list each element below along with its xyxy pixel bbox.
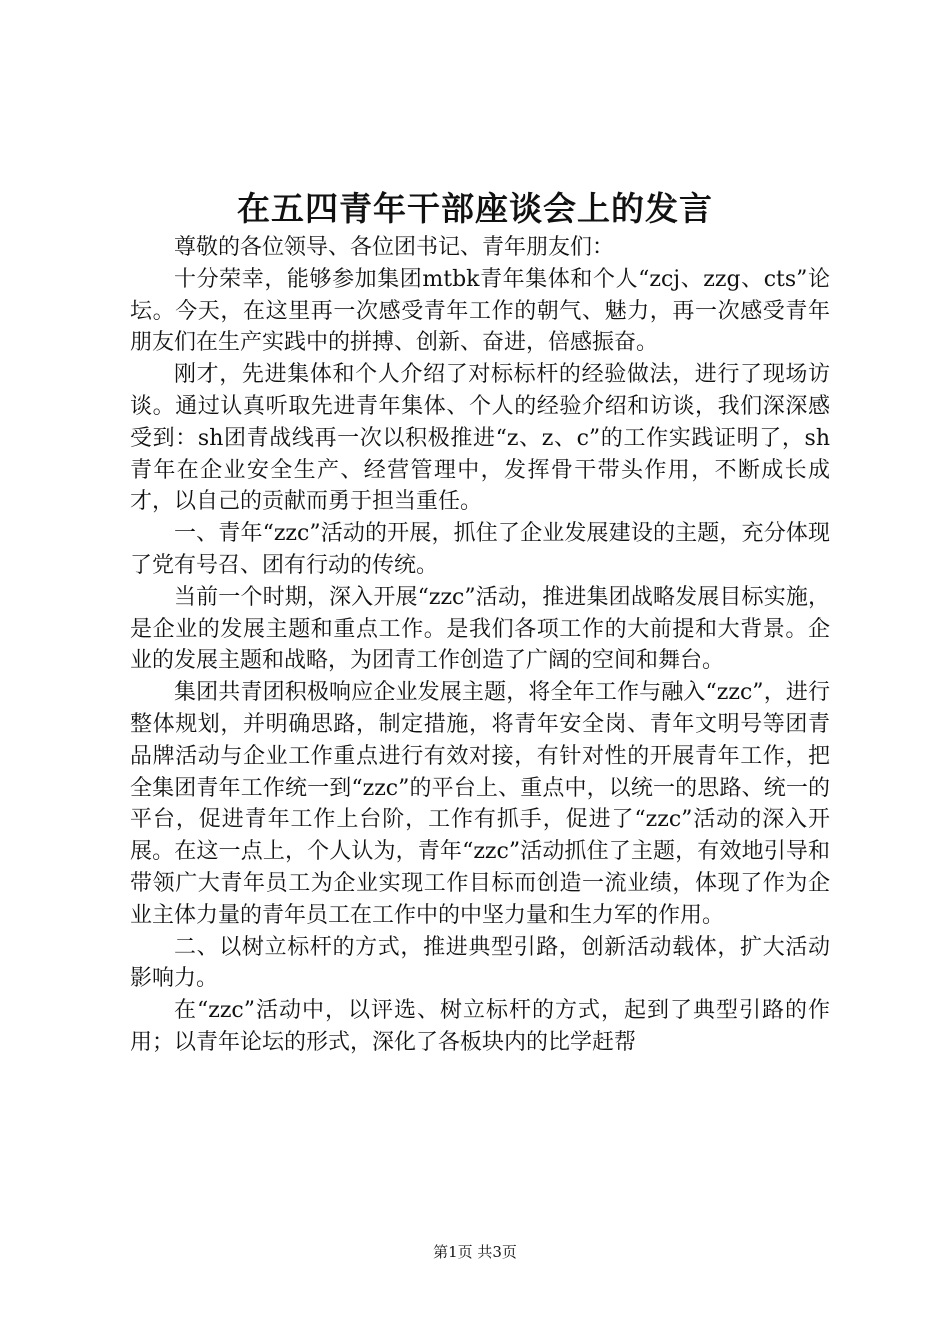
body-paragraph: 当前一个时期，深入开展“zzc”活动，推进集团战略发展目标实施，是企业的发展主题和重点工作。是我们各项工作的大前提和大背景。企业的发展主题和战略，为团青工作创造了广阔的空间和舞台。 (130, 584, 830, 674)
document-body (130, 232, 830, 1059)
page-number-footer: 第1页 共3页 (433, 1243, 517, 1261)
body-paragraph: 在“zzc”活动中，以评选、树立标杆的方式，起到了典型引路的作用；以青年论坛的形式，深化了各板块内的比学赶帮 (130, 998, 830, 1055)
section-heading-paragraph: 二、以树立标杆的方式，推进典型引路，创新活动载体，扩大活动影响力。 (130, 934, 830, 992)
body-paragraph: 刚才，先进集体和个人介绍了对标标杆的经验做法，进行了现场访谈。通过认真听取先进青年集体、个人的经验介绍和访谈，我们深深感受到：sh团青战线再一次以积极推进“z、z、c”的工作实践证明了，sh青年在企业安全生产、经营管理中，发挥骨干带头作用，不断成长成才，以自己的贡献而勇于担当重任。 (130, 362, 830, 515)
salutation-paragraph: 尊敬的各位领导、各位团书记、青年朋友们： (174, 235, 615, 260)
document-title: 在五四青年干部座谈会上的发言 (237, 189, 713, 228)
body-paragraph: 十分荣幸，能够参加集团mtbk青年集体和个人“zcj、zzg、cts”论坛。今天，在这里再一次感受青年工作的朝气、魅力，再一次感受青年朋友们在生产实践中的拼搏、创新、奋进，倍感振奋。 (130, 266, 830, 356)
section-heading-paragraph: 一、青年“zzc”活动的开展，抓住了企业发展建设的主题，充分体现了党有号召、团有行动的传统。 (130, 521, 830, 578)
body-paragraph: 集团共青团积极响应企业发展主题，将全年工作与融入“zzc”，进行整体规划，并明确思路，制定措施，将青年安全岗、青年文明号等团青品牌活动与企业工作重点进行有效对接，有针对性的开展青年工作，把全集团青年工作统一到“zzc”的平台上、重点中，以统一的思路、统一的平台，促进青年工作上台阶，工作有抓手，促进了“zzc”活动的深入开展。在这一点上，个人认为，青年“zzc”活动抓住了主题，有效地引导和带领广大青年员工为企业实现工作目标而创造一流业绩，体现了作为企业主体力量的青年员工在工作中的中坚力量和生力军的作用。 (130, 680, 830, 928)
